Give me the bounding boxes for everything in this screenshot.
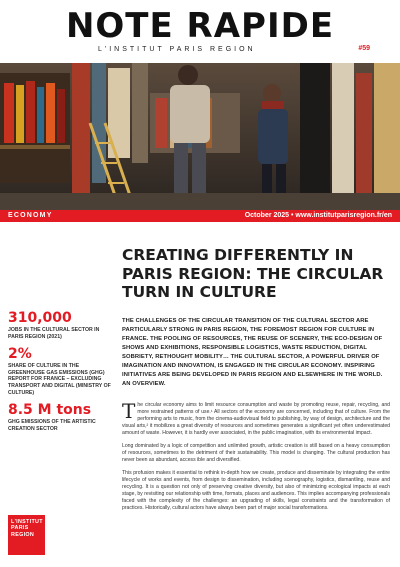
cover-photo xyxy=(0,63,400,210)
logo-line: PARIS xyxy=(11,525,29,532)
date-and-website: October 2025 • www.institutparisregion.fr/en xyxy=(244,212,392,219)
body-paragraph: Long dominated by a logic of competition and unlimited growth, artistic creation is still based on a heavy consumption of resources, sometimes to the detriment of their sustainability. This model is changing. The cultural production has never been as abundant, access ible and diversified. xyxy=(122,443,390,463)
body-paragraph-text: he circular economy aims to limit resource consumption and waste by promoting reuse, repair, recycling, and more restrained patterns of use.¹ All sectors of the economy are concerned, including that of culture. From the performing arts to music, from the cinema-audiovisual field to publishing, by way of design, architecture and the visual arts,² it mobilizes a great diversity of resources and sometimes generates a significant yet often underestimated amount of waste. However, it is hardly ever associated, in the public imagination, with its environmental impact. xyxy=(122,402,390,436)
body-paragraph: This profusion makes it essential to rethink in-depth how we create, produce and disseminate by integrating the entire lifecycle of works and events, from design to dissemination, including scenography, logistics, dismantling, reuse and recycling. It is a question not only of preserving creative diversity, but also of minimizing ecological impacts at each stage, by revisiting our relationship with time, formats, places and audiences. This implies accompanying professionals faced with the complexity of the challenges: an upgrading of skills, legal constraints and the transformation of practices. Historically, cultural actors have always been part of major social transformations. xyxy=(122,470,390,511)
publication-title: NOTE RAPIDE xyxy=(65,6,335,46)
drop-cap: T xyxy=(122,399,136,423)
logo-text xyxy=(11,519,43,538)
lead-paragraph: THE CHALLENGES OF THE CIRCULAR TRANSITION OF THE CULTURAL SECTOR ARE PARTICULARLY STRONG IN PARIS REGION, THE FOREMOST REGION FOR CULTURE IN FRANCE. THE POOLING OF RESOURCES, THE REUSE OF SCENERY, THE ECO-DESIGN OF SHOWS AND EXHIBITIONS, RESPONSIBLE LOGISTICS, WASTE REDUCTION, DIGITAL SOBRIETY, RETHOUGHT MOBILITY… THE CULTURAL SECTOR, A POWERFUL DRIVER OF IMAGINATION AND INNOVATION, IS ENGAGED IN THE CIRCULAR ECONOMY. INSPIRING INITIATIVES ARE BEING DEVELOPED IN PARIS REGION AND ELSEWHERE IN THE WORLD. AN OVERVIEW. xyxy=(122,318,383,387)
institute-logo xyxy=(8,515,45,555)
article-body xyxy=(122,399,390,518)
cover-photo-illustration xyxy=(0,63,400,210)
key-figure xyxy=(8,402,116,432)
key-figure-label: SHARE OF CULTURE IN THE GREENHOUSE GAS EMISSIONS (GHG) REPORT FOR FRANCE – EXCLUDING TRANSPORT AND DIGITAL (MINISTRY OF CULTURE) xyxy=(8,363,111,396)
key-figure-value: 2% xyxy=(8,346,32,363)
key-figure-label: JOBS IN THE CULTURAL SECTOR IN PARIS REGION (2021) xyxy=(8,327,100,340)
key-figure xyxy=(8,346,116,396)
logo-line: L'INSTITUT xyxy=(11,519,43,525)
logo-line: REGION xyxy=(11,531,35,538)
key-figure-label: GHG EMISSIONS OF THE ARTISTIC CREATION SECTOR xyxy=(8,419,96,432)
category-strip xyxy=(0,210,400,222)
body-paragraph xyxy=(122,399,390,437)
key-figures xyxy=(8,310,116,438)
key-figure-value: 8.5 M tons xyxy=(8,402,92,419)
article-headline: CREATING DIFFERENTLY IN PARIS REGION: THE CIRCULAR TURN IN CULTURE xyxy=(122,246,384,301)
key-figure xyxy=(8,310,116,340)
key-figure-value: 310,000 xyxy=(8,310,72,326)
category-label: ECONOMY xyxy=(8,212,53,219)
masthead xyxy=(0,0,400,62)
issue-number: #59 xyxy=(358,45,370,52)
publication-subtitle: L'INSTITUT PARIS REGION xyxy=(98,46,256,53)
